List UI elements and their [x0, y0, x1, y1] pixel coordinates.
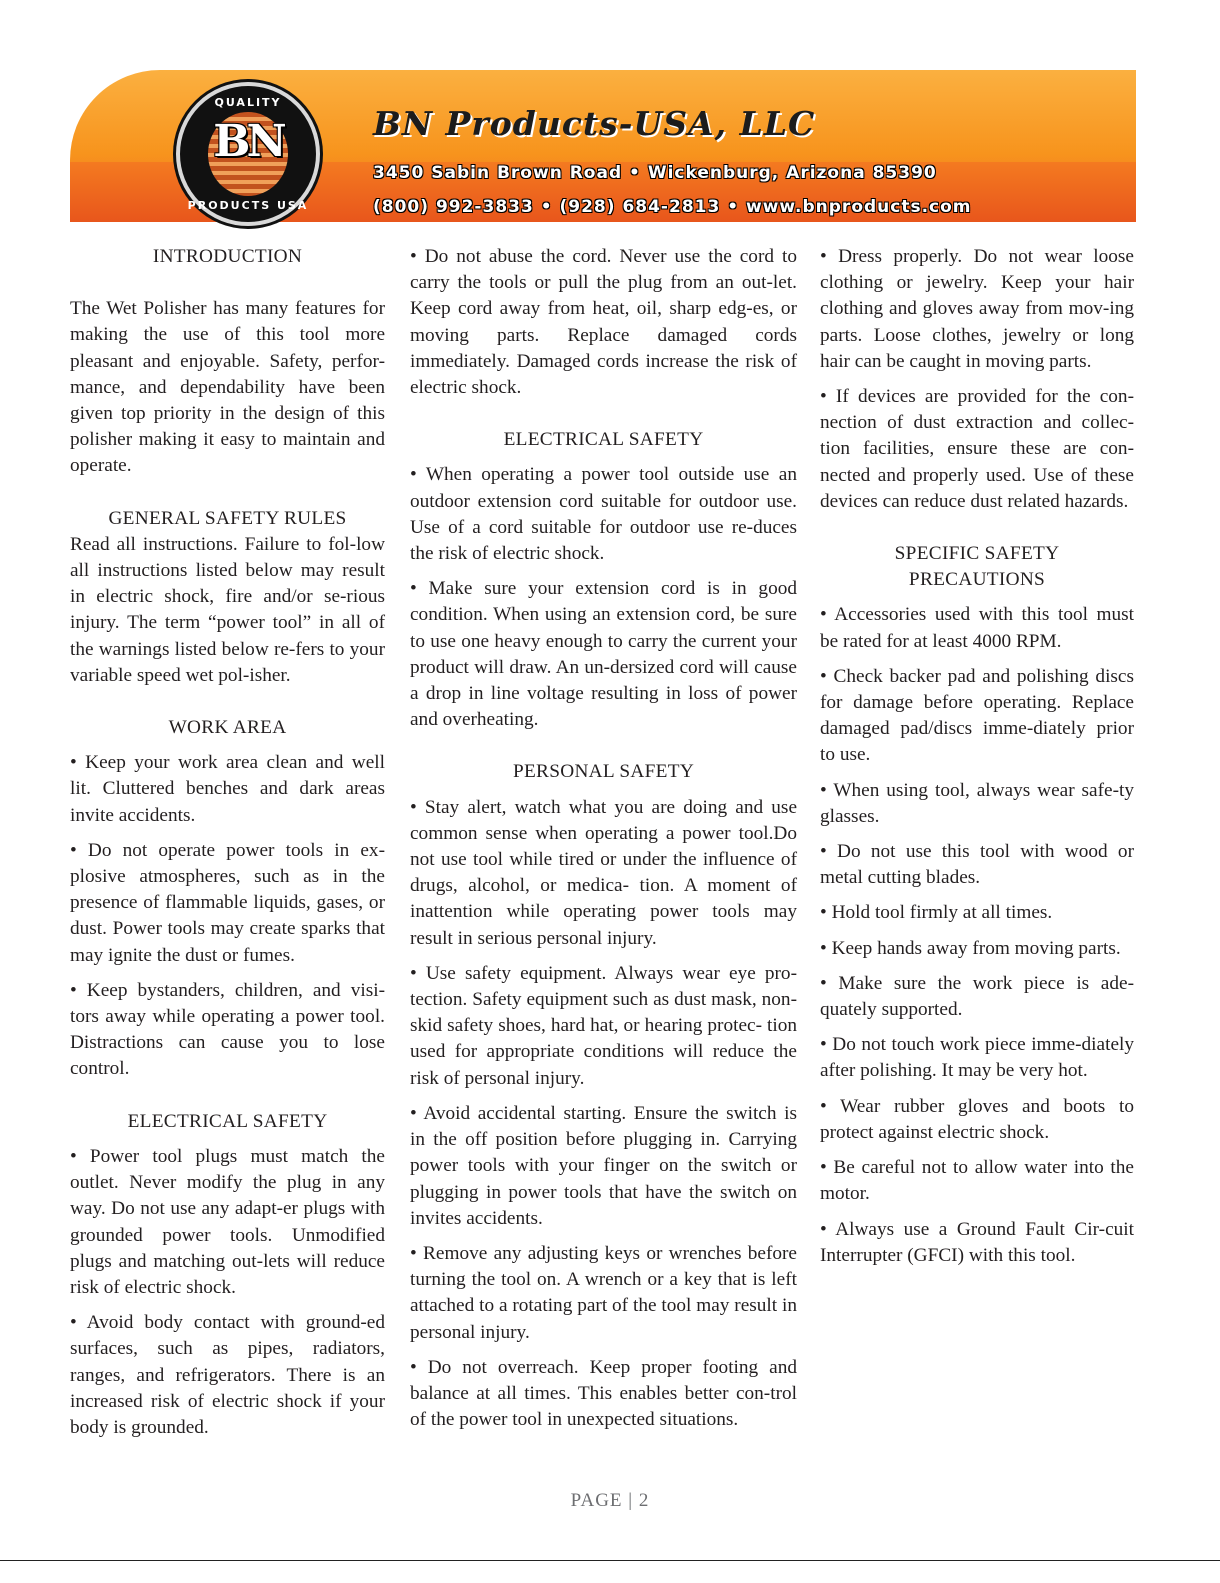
electrical-safety-item: • Avoid body contact with ground-ed surfaces, such as pipes, radiators, ranges, and refrigerators. There is an increased risk of electric shock if your body is grounded.: [70, 1312, 385, 1438]
introduction-text: The Wet Polisher has many features for making the use of this tool more pleasant and enjoyable. Safety, perfor-mance, and dependability have been given top priority in the design of this polisher making it easy to maintain and operate.: [70, 298, 385, 477]
personal-safety-heading: PERSONAL SAFETY: [512, 761, 695, 783]
bottom-rule: [0, 1560, 1220, 1561]
precaution-item: • Make sure the work piece is ade-quately supported.: [820, 972, 1134, 1021]
personal-safety-item: • Stay alert, watch what you are doing and use common sense when operating a power tool.Do not use tool while tired or under the influence of drugs, alcohol, or medica- tion. A moment of inattention while operating power tools may result in serious personal injury.: [410, 796, 797, 949]
electrical-safety-item: • When operating a power tool outside use an outdoor extension cord suitable for outdoor use. Use of a cord suitable for outdoor use re-duces the risk of electric shock.: [410, 464, 797, 565]
specific-safety-heading: SPECIFIC SAFETY: [894, 543, 1060, 565]
introduction-heading: INTRODUCTION: [152, 246, 303, 267]
electrical-safety-heading: ELECTRICAL SAFETY: [503, 429, 704, 451]
company-logo: [176, 82, 320, 226]
precaution-item: • Do not use this tool with wood or metal cutting blades.: [820, 841, 1134, 889]
company-name: BN Products-USA, LLC: [373, 104, 816, 143]
electrical-safety-item: • Make sure your extension cord is in good condition. When using an extension cord, be sure to use one heavy enough to carry the current your product will draw. An un-dersized cord will cause a drop in line voltage resulting in loss of power and overheating.: [410, 578, 797, 731]
general-safety-heading: GENERAL SAFETY RULES: [108, 507, 347, 529]
work-area-heading: WORK AREA: [168, 717, 287, 739]
precaution-item: • Check backer pad and polishing discs for damage before operating. Replace damaged pad/discs imme-diately prior to use.: [820, 665, 1134, 766]
personal-safety-item: • Dress properly. Do not wear loose clothing or jewelry. Keep your hair clothing and gloves away from mov-ing parts. Loose clothes, jewelry or long hair can be caught in moving parts.: [820, 246, 1134, 372]
specific-safety-heading-line2: PRECAUTIONS: [908, 569, 1046, 591]
precaution-item: • Always use a Ground Fault Cir-cuit Interrupter (GFCI) with this tool.: [820, 1218, 1134, 1266]
logo-letters: BN: [213, 116, 283, 167]
company-contacts: (800) 992-3833 • (928) 684-2813 • www.bnproducts.com: [373, 197, 972, 217]
personal-safety-item: • Do not overreach. Keep proper footing and balance at all times. This enables better con-trol of the power tool in unexpected situations.: [410, 1356, 797, 1431]
electrical-safety-heading: ELECTRICAL SAFETY: [127, 1110, 328, 1132]
column-2: [410, 244, 797, 1442]
precaution-item: • When using tool, always wear safe-ty glasses.: [820, 779, 1134, 827]
general-safety-text: Read all instructions. Failure to fol-low all instructions listed below may result in electric shock, fire and/or se-rious injury. The term “power tool” in all of the warnings listed below re-fers to your variable speed wet pol-isher.: [70, 533, 385, 686]
personal-safety-item: • Use safety equipment. Always wear eye pro-tection. Safety equipment such as dust mask, non-skid safety shoes, hard hat, or hearing protec- tion used for appropriate conditions will reduce the risk of personal injury.: [410, 962, 797, 1089]
precaution-item: • Do not touch work piece imme-diately after polishing. It may be very hot.: [820, 1034, 1134, 1082]
precaution-item: • Keep hands away from moving parts.: [820, 937, 1121, 959]
personal-safety-item: • Remove any adjusting keys or wrenches before turning the tool on. A wrench or a key that is left attached to a rotating part of the tool may result in personal injury.: [410, 1242, 797, 1343]
precaution-item: • Hold tool firmly at all times.: [820, 902, 1053, 924]
page-number: PAGE | 2: [570, 1490, 650, 1511]
work-area-item: • Do not operate power tools in ex-plosive atmospheres, such as in the presence of flammable liquids, gases, or dust. Power tools may create sparks that may ignite the dust or fumes.: [70, 839, 385, 966]
work-area-item: • Keep your work area clean and well lit. Cluttered benches and dark areas invite accidents.: [70, 752, 385, 826]
company-address: 3450 Sabin Brown Road • Wickenburg, Arizona 85390: [373, 163, 937, 183]
precaution-item: • Be careful not to allow water into the motor.: [820, 1157, 1134, 1205]
electrical-safety-item: • Power tool plugs must match the outlet. Never modify the plug in any way. Do not use any adapt-er plugs with grounded power tools. Unmodified plugs and matching out-lets will reduce risk of electric shock.: [70, 1145, 385, 1298]
precaution-item: • Wear rubber gloves and boots to protect against electric shock.: [820, 1095, 1134, 1143]
personal-safety-item: • If devices are provided for the con-nection of dust extraction and collec-tion facilities, ensure these are con-nected and properly used. Use of these devices can reduce dust related hazards.: [820, 386, 1134, 512]
column-1: [70, 244, 385, 1450]
logo-top-text: QUALITY: [214, 96, 282, 109]
cord-item: • Do not abuse the cord. Never use the cord to carry the tools or pull the plug from an out-let. Keep cord away from heat, oil, sharp edg-es, or moving parts. Replace damaged cords immediately. Damaged cords increase the risk of electric shock.: [410, 246, 797, 399]
personal-safety-item: • Avoid accidental starting. Ensure the switch is in the off position before plugging in. Carrying power tools with your finger on the switch or plugging in power tools that have the switch on invites accidents.: [410, 1102, 797, 1229]
logo-bottom-text: PRODUCTS USA: [187, 199, 309, 212]
precaution-item: • Accessories used with this tool must be rated for at least 4000 RPM.: [820, 604, 1134, 652]
work-area-item: • Keep bystanders, children, and visi-tors away while operating a power tool. Distractions can cause you to lose control.: [70, 979, 385, 1080]
column-3: [820, 244, 1134, 1278]
